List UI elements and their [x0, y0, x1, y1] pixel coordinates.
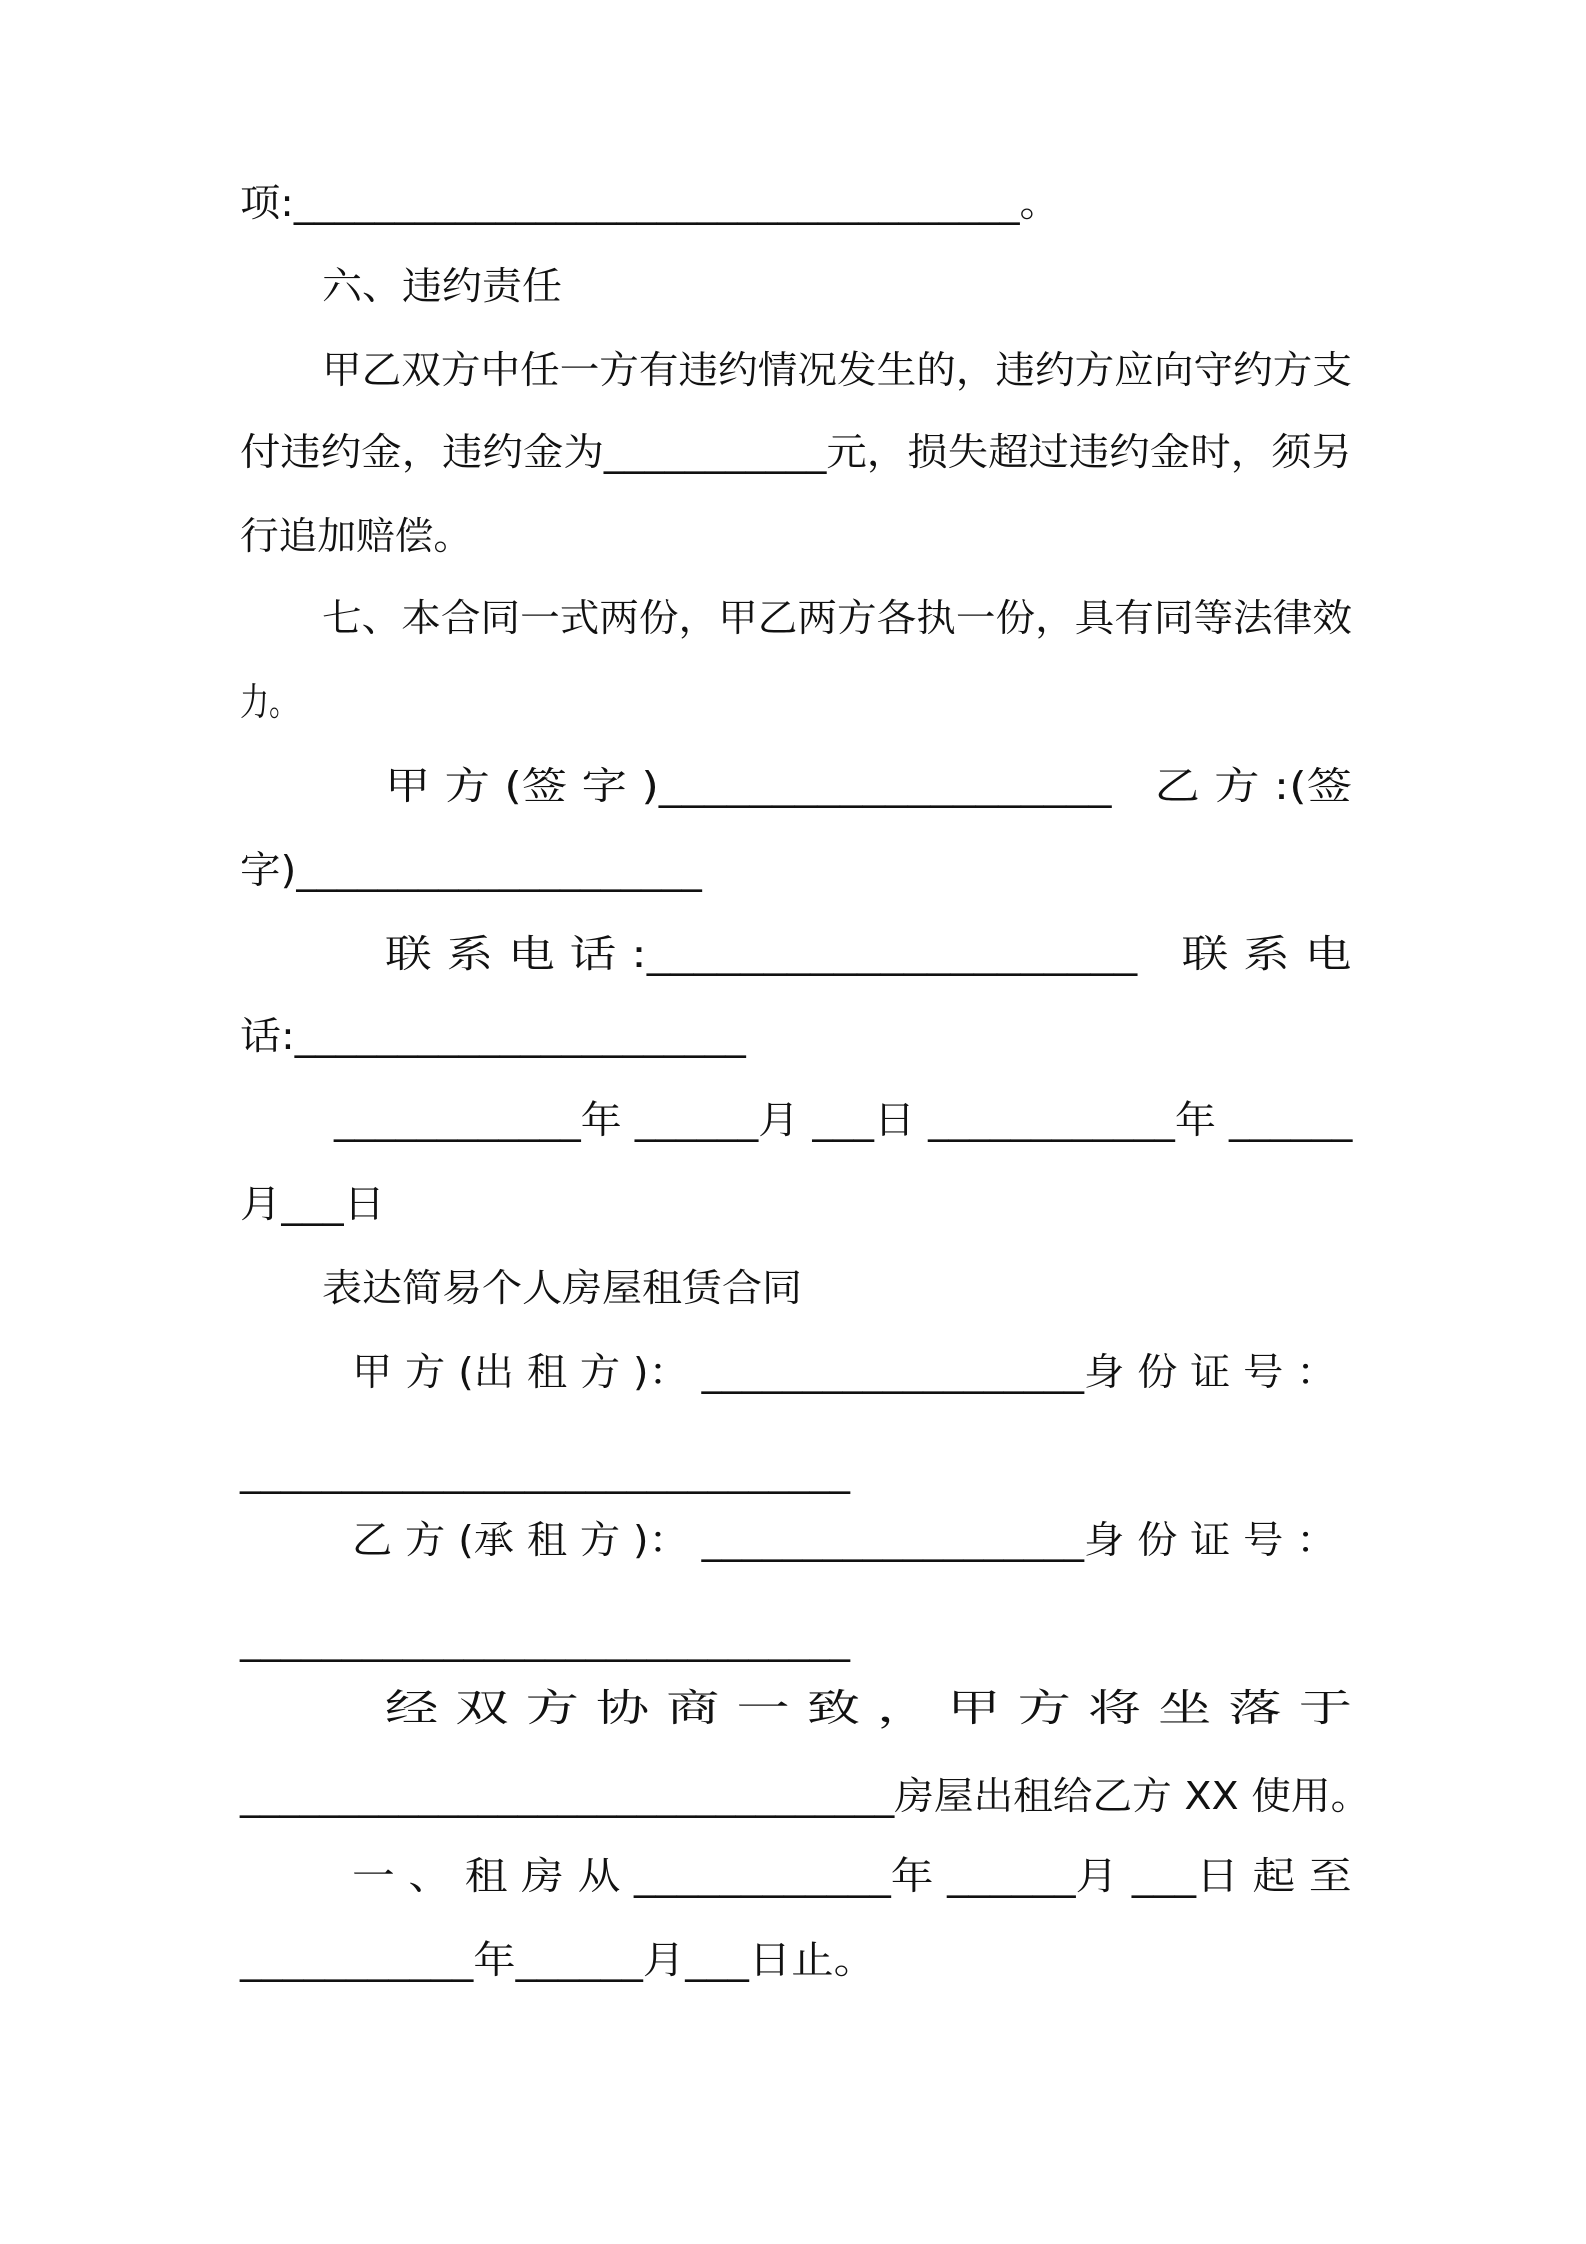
text-line: 七、本合同一式两份，甲乙两方各执一份，具有同等法律效: [322, 596, 1353, 640]
signature-line: 字)____________________: [240, 848, 702, 892]
text-line: 力。: [240, 680, 299, 724]
id-number-blank: ______________________________: [240, 1450, 851, 1494]
text-line: 付违约金，违约金为___________元，损失超过违约金时，须另: [240, 430, 1353, 474]
signature-line: 甲 方 (签 字 )____________________ 乙 方 :(签: [385, 764, 1353, 808]
text-line: 甲乙双方中任一方有违约情况发生的，违约方应向守约方支: [322, 348, 1353, 392]
party-a-line: 甲 方 (出 租 方 )： ___________________身 份 证 号 ：: [352, 1350, 1337, 1394]
clause-one-line: 一 、 租 房 从 ____________年 ______月 ___日 起 至: [352, 1854, 1352, 1898]
contract-title: 表达简易个人房屋租赁合同: [322, 1266, 803, 1310]
date-line: 月___日: [240, 1182, 386, 1226]
phone-line: 话:______________________: [240, 1014, 746, 1058]
text-line: _________________________________房屋出租给乙方 XX 使用。: [240, 1774, 1371, 1818]
text-line: 经 双 方 协 商 一 致 ， 甲 方 将 坐 落 于: [385, 1686, 1353, 1730]
text-line: 项:____________________________________。: [240, 181, 1060, 225]
id-number-blank: ______________________________: [240, 1618, 851, 1662]
party-b-line: 乙 方 (承 租 方 )： ___________________身 份 证 号 ：: [352, 1518, 1337, 1562]
phone-line: 联 系 电 话 :_____________________ 联 系 电: [385, 932, 1352, 976]
section-heading: 六、违约责任: [322, 264, 563, 308]
date-line: ____________年 ______月 ___日 ____________年 ______: [334, 1098, 1353, 1142]
text-line: 行追加赔偿。: [240, 514, 473, 558]
clause-one-line: ___________年______月___日止。: [240, 1938, 877, 1982]
